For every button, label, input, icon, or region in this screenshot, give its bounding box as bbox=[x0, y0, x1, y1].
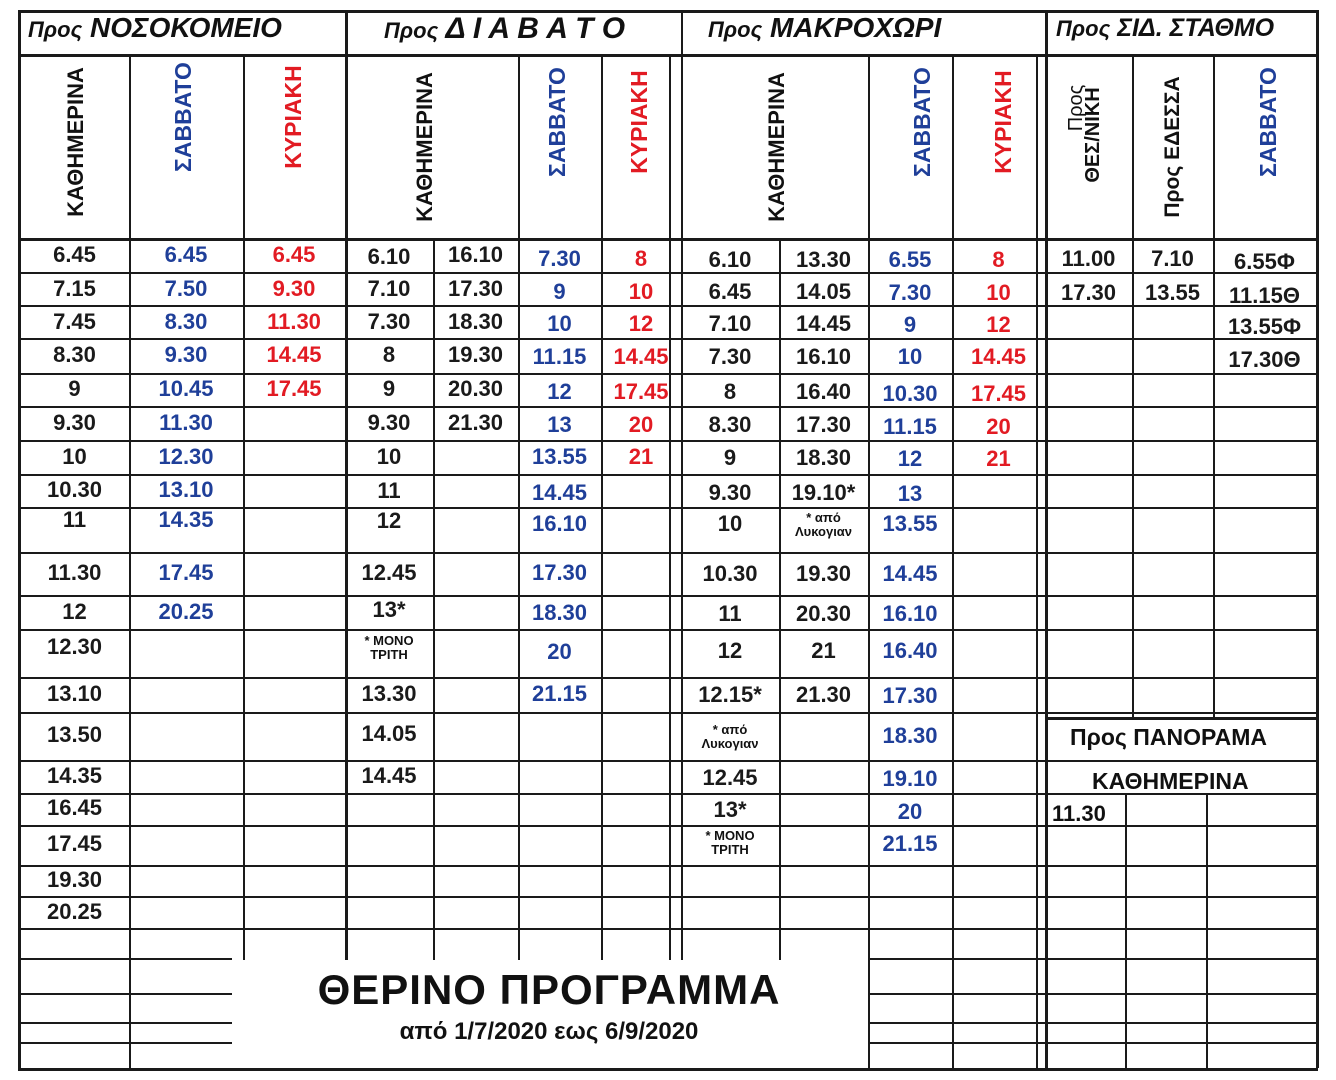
time-nosokomeio-savvato: 12.30 bbox=[158, 444, 214, 469]
time-makroxori-savvato: 19.10 bbox=[882, 766, 938, 791]
time-nosokomeio-kathimerina: 19.30 bbox=[46, 867, 103, 892]
time-makroxori-kyriaki: 17.45 bbox=[970, 381, 1027, 406]
grid-line bbox=[18, 373, 1318, 375]
time-diavato-savvato: 16.10 bbox=[531, 511, 588, 536]
time-makroxori-savvato: 10.30 bbox=[882, 381, 938, 406]
time-makroxori-kathimerina: 7.30 bbox=[708, 344, 752, 369]
time-diavato-savvato: 13 bbox=[547, 412, 572, 437]
time-nosokomeio-savvato: 10.45 bbox=[158, 376, 214, 401]
time-station-savvato: 13.55Φ bbox=[1227, 314, 1302, 339]
time-diavato-kathimerina: 13* bbox=[372, 597, 406, 622]
time-diavato-kyriaki: 10 bbox=[628, 279, 654, 304]
time-nosokomeio-kathimerina: 8.30 bbox=[53, 342, 96, 367]
footnote bbox=[681, 723, 779, 751]
time-makroxori-savvato: 13 bbox=[897, 481, 923, 506]
time-station-edessa: 7.10 bbox=[1151, 246, 1194, 271]
time-makroxori-savvato: 13.55 bbox=[882, 511, 938, 536]
time-nosokomeio-kyriaki: 11.30 bbox=[267, 309, 321, 334]
time-makroxori-kathimerina: 6.45 bbox=[708, 279, 752, 304]
summer-schedule-title: ΘΕΡΙΝΟ ΠΡΟΓΡΑΜΜΑ bbox=[317, 966, 781, 1013]
time-diavato-kathimerina: 9.30 bbox=[367, 410, 411, 435]
time-nosokomeio-kathimerina: 16.45 bbox=[46, 795, 103, 820]
time-nosokomeio-kathimerina: 10.30 bbox=[46, 477, 103, 502]
time-diavato-kyriaki: 20 bbox=[628, 412, 654, 437]
header-makroxori bbox=[708, 12, 941, 44]
col-label-makroxori-kathimerina: ΚΑΘΗΜΕΡΙΝΑ bbox=[764, 72, 789, 222]
header-makroxori-pre: Προς bbox=[708, 17, 763, 42]
header-diavato bbox=[384, 12, 625, 46]
col-label-nosokomeio-kyriaki: ΚΥΡΙΑΚΗ bbox=[280, 65, 306, 169]
grid-line bbox=[18, 629, 1318, 631]
time-diavato-kathimerina: 14.45 bbox=[361, 763, 417, 788]
time-nosokomeio-kathimerina: 20.25 bbox=[46, 899, 103, 924]
grid-line bbox=[18, 825, 1318, 827]
time-makroxori-kathimerina: 19.30 bbox=[795, 561, 852, 586]
time-makroxori-kathimerina: 11 bbox=[718, 601, 742, 626]
time-nosokomeio-kathimerina: 12.30 bbox=[46, 634, 103, 659]
grid-line bbox=[18, 552, 1318, 554]
time-makroxori-savvato: 21.15 bbox=[882, 831, 938, 856]
time-makroxori-kathimerina: 18.30 bbox=[795, 445, 852, 470]
grid-line bbox=[18, 238, 1318, 241]
grid-line bbox=[868, 1022, 1318, 1024]
summer-schedule-period: από 1/7/2020 εως 6/9/2020 bbox=[399, 1018, 699, 1045]
grid-line bbox=[1125, 793, 1127, 1068]
grid-line bbox=[18, 958, 232, 960]
footnote-line: * από bbox=[806, 510, 841, 525]
panorama-title: Προς ΠΑΝΟΡΑΜΑ bbox=[1070, 724, 1267, 750]
time-nosokomeio-savvato: 13.10 bbox=[158, 477, 214, 502]
time-nosokomeio-kathimerina: 10 bbox=[62, 444, 87, 469]
header-makroxori-name: ΜΑΚΡΟΧΩΡΙ bbox=[770, 12, 942, 43]
time-diavato-kathimerina: 18.30 bbox=[447, 309, 504, 334]
footnote bbox=[681, 829, 779, 857]
time-nosokomeio-kathimerina: 13.50 bbox=[46, 722, 103, 747]
grid-line bbox=[18, 1042, 232, 1044]
header-diavato-name: Δ Ι Α Β Α Τ Ο bbox=[445, 12, 626, 45]
header-station-name: ΣΙΔ. ΣΤΑΘΜΟ bbox=[1117, 14, 1275, 42]
time-makroxori-savvato: 7.30 bbox=[888, 280, 932, 305]
time-makroxori-savvato: 11.15 bbox=[883, 414, 937, 439]
time-nosokomeio-kathimerina: 7.15 bbox=[53, 276, 96, 301]
time-makroxori-savvato: 6.55 bbox=[888, 247, 932, 272]
time-makroxori-kathimerina: 21 bbox=[811, 638, 836, 663]
time-makroxori-kathimerina: 8.30 bbox=[708, 412, 752, 437]
col-label-makroxori-kyriaki: ΚΥΡΙΑΚΗ bbox=[990, 70, 1016, 174]
time-nosokomeio-kathimerina: 9.30 bbox=[53, 410, 96, 435]
time-makroxori-kathimerina: 10.30 bbox=[702, 561, 758, 586]
time-diavato-kathimerina: 19.30 bbox=[447, 342, 504, 367]
grid-line bbox=[1132, 54, 1134, 717]
time-makroxori-kathimerina: 9.30 bbox=[708, 480, 752, 505]
time-makroxori-kyriaki: 10 bbox=[986, 280, 1011, 305]
time-nosokomeio-kathimerina: 13.10 bbox=[46, 681, 103, 706]
grid-line bbox=[18, 440, 1318, 442]
time-makroxori-kathimerina: 21.30 bbox=[795, 682, 852, 707]
header-nosokomeio-pre: Προς bbox=[28, 17, 83, 42]
time-makroxori-kathimerina: 19.10* bbox=[791, 480, 856, 505]
time-diavato-savvato: 13.55 bbox=[531, 444, 588, 469]
time-diavato-kyriaki: 14.45 bbox=[613, 344, 669, 369]
grid-line bbox=[1036, 54, 1038, 1068]
time-diavato-kathimerina: 6.10 bbox=[367, 244, 411, 269]
time-diavato-kyriaki: 17.45 bbox=[613, 379, 669, 404]
time-diavato-kathimerina: 12 bbox=[376, 508, 402, 533]
time-makroxori-kathimerina: 7.10 bbox=[708, 311, 752, 336]
time-diavato-kathimerina: 9 bbox=[382, 376, 396, 401]
grid-line bbox=[18, 712, 1318, 714]
time-diavato-savvato: 12 bbox=[547, 379, 572, 404]
time-nosokomeio-savvato: 17.45 bbox=[158, 560, 214, 585]
time-nosokomeio-kathimerina: 17.45 bbox=[46, 831, 103, 856]
grid-line bbox=[868, 993, 1318, 995]
time-makroxori-kathimerina: 16.10 bbox=[795, 344, 852, 369]
col-label-diavato-savvato: ΣΑΒΒΑΤΟ bbox=[544, 67, 570, 177]
time-makroxori-kathimerina: 12 bbox=[717, 638, 743, 663]
time-makroxori-kathimerina: 14.05 bbox=[795, 279, 852, 304]
time-makroxori-kathimerina: 10 bbox=[717, 511, 743, 536]
time-nosokomeio-kyriaki: 6.45 bbox=[272, 242, 316, 267]
footnote-line: * από bbox=[712, 722, 748, 737]
time-makroxori-kathimerina: 12.15* bbox=[698, 682, 762, 707]
grid-line bbox=[952, 54, 954, 1068]
header-nosokomeio bbox=[28, 12, 282, 44]
grid-line bbox=[18, 595, 1318, 597]
grid-line bbox=[18, 338, 1318, 340]
time-station-edessa: 13.55 bbox=[1144, 280, 1201, 305]
panorama-sub: ΚΑΘΗΜΕΡΙΝΑ bbox=[1092, 768, 1249, 794]
header-station-pre: Προς bbox=[1056, 16, 1111, 41]
col-label-station-thes: ΘΕΣ/ΝΙΚΗ bbox=[1082, 87, 1104, 183]
time-makroxori-savvato: 17.30 bbox=[882, 683, 938, 708]
time-makroxori-savvato: 20 bbox=[897, 799, 923, 824]
time-nosokomeio-kathimerina: 7.45 bbox=[53, 309, 96, 334]
time-station-thes: 17.30 bbox=[1060, 280, 1117, 305]
time-diavato-kathimerina: 12.45 bbox=[361, 560, 417, 585]
time-nosokomeio-savvato: 8.30 bbox=[164, 309, 208, 334]
time-diavato-kathimerina: 8 bbox=[382, 342, 396, 367]
col-label-station-edessa: Προς ΕΔΕΣΣΑ bbox=[1161, 76, 1184, 218]
footnote-line: * ΜΟΝΟ bbox=[705, 828, 755, 843]
time-makroxori-kyriaki: 12 bbox=[986, 312, 1011, 337]
time-nosokomeio-kathimerina: 14.35 bbox=[46, 763, 103, 788]
summer-schedule-title-block bbox=[232, 960, 866, 1068]
grid-line bbox=[18, 54, 1318, 57]
time-diavato-kathimerina: 16.10 bbox=[447, 242, 504, 267]
time-diavato-kathimerina: 20.30 bbox=[447, 376, 504, 401]
grid-line bbox=[18, 1022, 232, 1024]
time-diavato-savvato: 21.15 bbox=[531, 681, 588, 706]
time-nosokomeio-savvato: 14.35 bbox=[158, 507, 214, 532]
time-nosokomeio-kathimerina: 9 bbox=[68, 376, 81, 401]
col-label-diavato-kathimerina: ΚΑΘΗΜΕΡΙΝΑ bbox=[412, 72, 437, 222]
grid-line bbox=[18, 1068, 1318, 1071]
time-nosokomeio-kathimerina: 12 bbox=[62, 599, 87, 624]
time-makroxori-kathimerina: 14.45 bbox=[795, 311, 852, 336]
grid-line bbox=[868, 958, 1318, 960]
grid-line bbox=[18, 993, 232, 995]
time-nosokomeio-savvato: 11.30 bbox=[159, 410, 213, 435]
time-makroxori-kyriaki: 21 bbox=[986, 446, 1011, 471]
time-diavato-kathimerina: 7.30 bbox=[367, 309, 411, 334]
grid-line bbox=[18, 677, 1318, 679]
time-nosokomeio-kathimerina: 11 bbox=[62, 507, 87, 532]
time-diavato-kathimerina: 14.05 bbox=[361, 721, 417, 746]
time-makroxori-kyriaki: 14.45 bbox=[970, 344, 1027, 369]
time-diavato-kathimerina: 13.30 bbox=[361, 681, 417, 706]
footnote-line: ΤΡΙΤΗ bbox=[370, 647, 408, 662]
footnote-line: Λυκογιαν bbox=[794, 524, 853, 539]
grid-line bbox=[1045, 717, 1318, 720]
time-diavato-kyriaki: 12 bbox=[628, 311, 654, 336]
time-nosokomeio-kathimerina: 6.45 bbox=[53, 242, 96, 267]
footnote-line: ΤΡΙΤΗ bbox=[711, 842, 749, 857]
time-makroxori-savvato: 16.10 bbox=[882, 601, 938, 626]
grid-line bbox=[1045, 10, 1048, 1068]
grid-line bbox=[18, 474, 1318, 476]
time-makroxori-kyriaki: 20 bbox=[986, 414, 1011, 439]
grid-line bbox=[18, 272, 1318, 274]
time-makroxori-savvato: 9 bbox=[903, 312, 917, 337]
time-diavato-savvato: 9 bbox=[553, 279, 566, 304]
footnote bbox=[345, 634, 433, 662]
time-nosokomeio-savvato: 6.45 bbox=[164, 242, 208, 267]
grid-line bbox=[1316, 10, 1319, 1068]
time-diavato-savvato: 18.30 bbox=[531, 600, 588, 625]
time-diavato-savvato: 11.15 bbox=[532, 344, 587, 369]
time-diavato-kathimerina: 11 bbox=[377, 478, 401, 503]
time-makroxori-savvato: 12 bbox=[897, 446, 923, 471]
time-makroxori-kathimerina: 12.45 bbox=[702, 765, 758, 790]
time-station-savvato: 11.15Θ bbox=[1229, 283, 1300, 308]
time-makroxori-kathimerina: 9 bbox=[723, 445, 737, 470]
time-makroxori-kathimerina: 17.30 bbox=[795, 412, 852, 437]
col-label-makroxori-savvato: ΣΑΒΒΑΤΟ bbox=[909, 67, 935, 177]
time-makroxori-savvato: 14.45 bbox=[882, 561, 938, 586]
col-label-nosokomeio-savvato: ΣΑΒΒΑΤΟ bbox=[170, 62, 196, 172]
time-diavato-kathimerina: 7.10 bbox=[367, 276, 411, 301]
grid-line bbox=[18, 406, 1318, 408]
footnote-line: Λυκογιαν bbox=[701, 736, 759, 751]
panorama-time: 11.30 bbox=[1052, 801, 1106, 826]
time-station-savvato: 6.55Φ bbox=[1234, 249, 1295, 274]
time-nosokomeio-savvato: 9.30 bbox=[164, 342, 208, 367]
time-station-savvato: 17.30Θ bbox=[1228, 347, 1301, 372]
grid-line bbox=[1206, 793, 1208, 1068]
grid-line bbox=[18, 865, 1318, 867]
grid-line bbox=[18, 760, 1318, 762]
time-makroxori-kyriaki: 8 bbox=[992, 247, 1005, 272]
header-station bbox=[1056, 14, 1274, 43]
time-station-thes: 11.00 bbox=[1061, 246, 1116, 271]
time-makroxori-savvato: 16.40 bbox=[882, 638, 938, 663]
time-makroxori-kathimerina: 13.30 bbox=[795, 247, 852, 272]
grid-line bbox=[681, 10, 683, 1068]
header-diavato-pre: Προς bbox=[384, 18, 439, 43]
grid-line bbox=[18, 928, 1318, 930]
time-nosokomeio-savvato: 7.50 bbox=[164, 276, 208, 301]
time-diavato-savvato: 17.30 bbox=[531, 560, 588, 585]
time-makroxori-kathimerina: 6.10 bbox=[708, 247, 752, 272]
time-nosokomeio-savvato: 20.25 bbox=[158, 599, 214, 624]
time-diavato-savvato: 7.30 bbox=[538, 246, 581, 271]
time-makroxori-savvato: 18.30 bbox=[882, 723, 938, 748]
time-makroxori-kathimerina: 16.40 bbox=[795, 379, 852, 404]
time-diavato-savvato: 20 bbox=[547, 639, 572, 664]
time-nosokomeio-kyriaki: 17.45 bbox=[266, 376, 322, 401]
grid-line bbox=[868, 1042, 1318, 1044]
col-label-diavato-kyriaki: ΚΥΡΙΑΚΗ bbox=[626, 70, 652, 174]
time-makroxori-savvato: 10 bbox=[897, 344, 923, 369]
time-diavato-kyriaki: 8 bbox=[634, 246, 648, 271]
time-diavato-kathimerina: 21.30 bbox=[447, 410, 504, 435]
footnote bbox=[779, 511, 868, 539]
time-makroxori-kathimerina: 8 bbox=[723, 379, 737, 404]
time-diavato-kathimerina: 10 bbox=[376, 444, 402, 469]
time-nosokomeio-kyriaki: 9.30 bbox=[272, 276, 316, 301]
time-diavato-savvato: 14.45 bbox=[531, 480, 588, 505]
col-label-station-savvato: ΣΑΒΒΑΤΟ bbox=[1255, 67, 1281, 177]
col-label-station-pros: Προς bbox=[1065, 84, 1087, 132]
footnote-line: * ΜΟΝΟ bbox=[364, 633, 414, 648]
time-diavato-kathimerina: 17.30 bbox=[447, 276, 504, 301]
grid-line bbox=[18, 896, 1318, 898]
grid-line bbox=[1213, 54, 1215, 717]
time-makroxori-kathimerina: 13* bbox=[713, 797, 747, 822]
time-nosokomeio-kathimerina: 11.30 bbox=[47, 560, 102, 585]
time-makroxori-kathimerina: 20.30 bbox=[795, 601, 852, 626]
time-nosokomeio-kyriaki: 14.45 bbox=[266, 342, 322, 367]
header-nosokomeio-name: ΝΟΣΟΚΟΜΕΙΟ bbox=[90, 12, 282, 43]
col-label-nosokomeio-kathimerina: ΚΑΘΗΜΕΡΙΝΑ bbox=[63, 67, 88, 217]
time-diavato-kyriaki: 21 bbox=[628, 444, 654, 469]
time-diavato-savvato: 10 bbox=[547, 311, 572, 336]
